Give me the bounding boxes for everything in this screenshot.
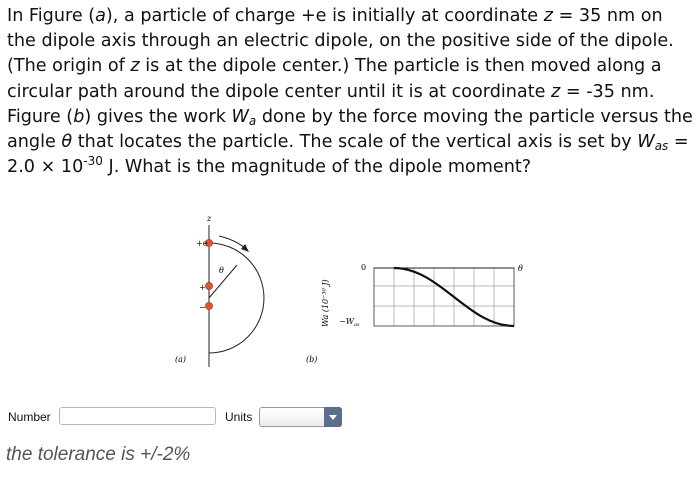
- charge-label: +e: [196, 239, 208, 248]
- number-input[interactable]: [59, 407, 216, 425]
- dipole-negative-charge: [205, 302, 212, 309]
- problem-text: In Figure (a), a particle of charge +e is initially at coordinate z = 35 nm on the dipole axis through an electric dipole, on the positive side of the dipole. (The origin of z is at the dipole center.) The particle is then moved along a circular path around the dipole center until it is at coordinate z = -35 nm. Figure (b) gives the work $W_a$ done by the force moving the particle versus the angle θ that locates the particle. The scale of the vertical axis is set by $W_{as} = 2.0 \times 10^{-30}$ J. What is the magnitude of the dipole moment?: [7, 6, 693, 178]
- chevron-down-icon: [329, 415, 337, 420]
- y-axis-label: Wa (10⁻³⁰ J): [321, 279, 330, 327]
- units-label: Units: [225, 410, 253, 424]
- figure-a: [175, 214, 264, 367]
- tolerance-note: the tolerance is +/-2%: [6, 444, 191, 465]
- theta-label-a: θ: [219, 266, 224, 275]
- minus-sign: −: [199, 303, 206, 312]
- figure-b: [306, 263, 523, 364]
- plot-frame: [374, 268, 514, 326]
- path-arrowhead: [241, 244, 249, 252]
- plot-grid: [374, 268, 514, 326]
- circular-path: [209, 243, 264, 353]
- path-arrow: [219, 236, 246, 249]
- dropdown-button[interactable]: [324, 407, 342, 427]
- dipole-positive-charge: [205, 282, 212, 289]
- units-dropdown[interactable]: [259, 407, 342, 427]
- number-label: Number: [8, 410, 51, 424]
- zero-tick-label: 0: [361, 263, 367, 272]
- caption-b: (b): [306, 355, 318, 364]
- neg-was-label: $-W_{as}$: [339, 317, 360, 328]
- z-axis-label: z: [207, 214, 212, 223]
- theta-label-b: θ: [518, 264, 523, 273]
- plus-sign: +: [199, 283, 206, 292]
- caption-a: (a): [175, 355, 187, 364]
